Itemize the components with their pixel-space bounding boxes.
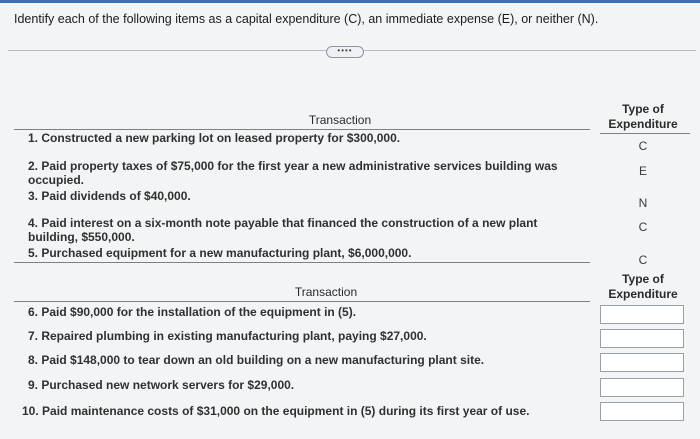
top-accent-bar [0,0,700,3]
instruction-text: Identify each of the following items as a capital expenditure (C), an immediate expense (E), or neither (N). [14,12,599,26]
table2-row-8: 8. Paid $148,000 to tear down an old building on a new manufacturing plant site. [28,353,485,367]
table1-row-1: 1. Constructed a new parking lot on leased property for $300,000. [28,131,401,145]
table2-transaction-header: Transaction [294,285,358,299]
answer-input-6[interactable] [600,305,684,324]
table1-answer-2: E [638,164,647,178]
table2-row-6: 6. Paid $90,000 for the installation of the equipment in (5). [28,305,357,319]
table1-answer-3: N [638,196,648,210]
table1-answer-5: C [638,253,648,267]
table2-header-rule [14,301,590,302]
table2-type-header [596,272,690,302]
table1-type-header [596,102,690,132]
table1-bottom-rule [14,262,590,263]
table1-row-2: 2. Paid property taxes of $75,000 for the first year a new administrative services building was occupied. [28,159,558,187]
table1-answer-1: C [638,139,648,153]
table2-row-9: 9. Purchased new network servers for $29,000. [28,378,295,392]
type-header-line2: Expenditure [608,117,678,131]
table1-row-3: 3. Paid dividends of $40,000. [28,189,191,203]
table1-transaction-header: Transaction [308,113,372,127]
table2-row-7: 7. Repaired plumbing in existing manufacturing plant, paying $27,000. [28,329,427,343]
answer-input-8[interactable] [600,353,684,372]
type-header-line1: Type of [622,102,664,116]
table1-type-rule [600,133,690,134]
type-header-line2: Expenditure [608,287,678,301]
table1-header-rule [14,129,590,130]
table1-row-5: 5. Purchased equipment for a new manufacturing plant, $6,000,000. [28,246,412,260]
type-header-line1: Type of [622,272,664,286]
answer-input-9[interactable] [600,378,684,397]
answer-input-10[interactable] [600,402,684,421]
answer-input-7[interactable] [600,329,684,348]
table1-answer-4: C [638,220,648,234]
table1-row-4: 4. Paid interest on a six-month note payable that financed the construction of a new plant building, $550,000. [28,216,538,244]
expand-more-button[interactable]: •••• [326,46,364,58]
table2-row-10: 10. Paid maintenance costs of $31,000 on the equipment in (5) during its first year of use. [22,404,530,418]
